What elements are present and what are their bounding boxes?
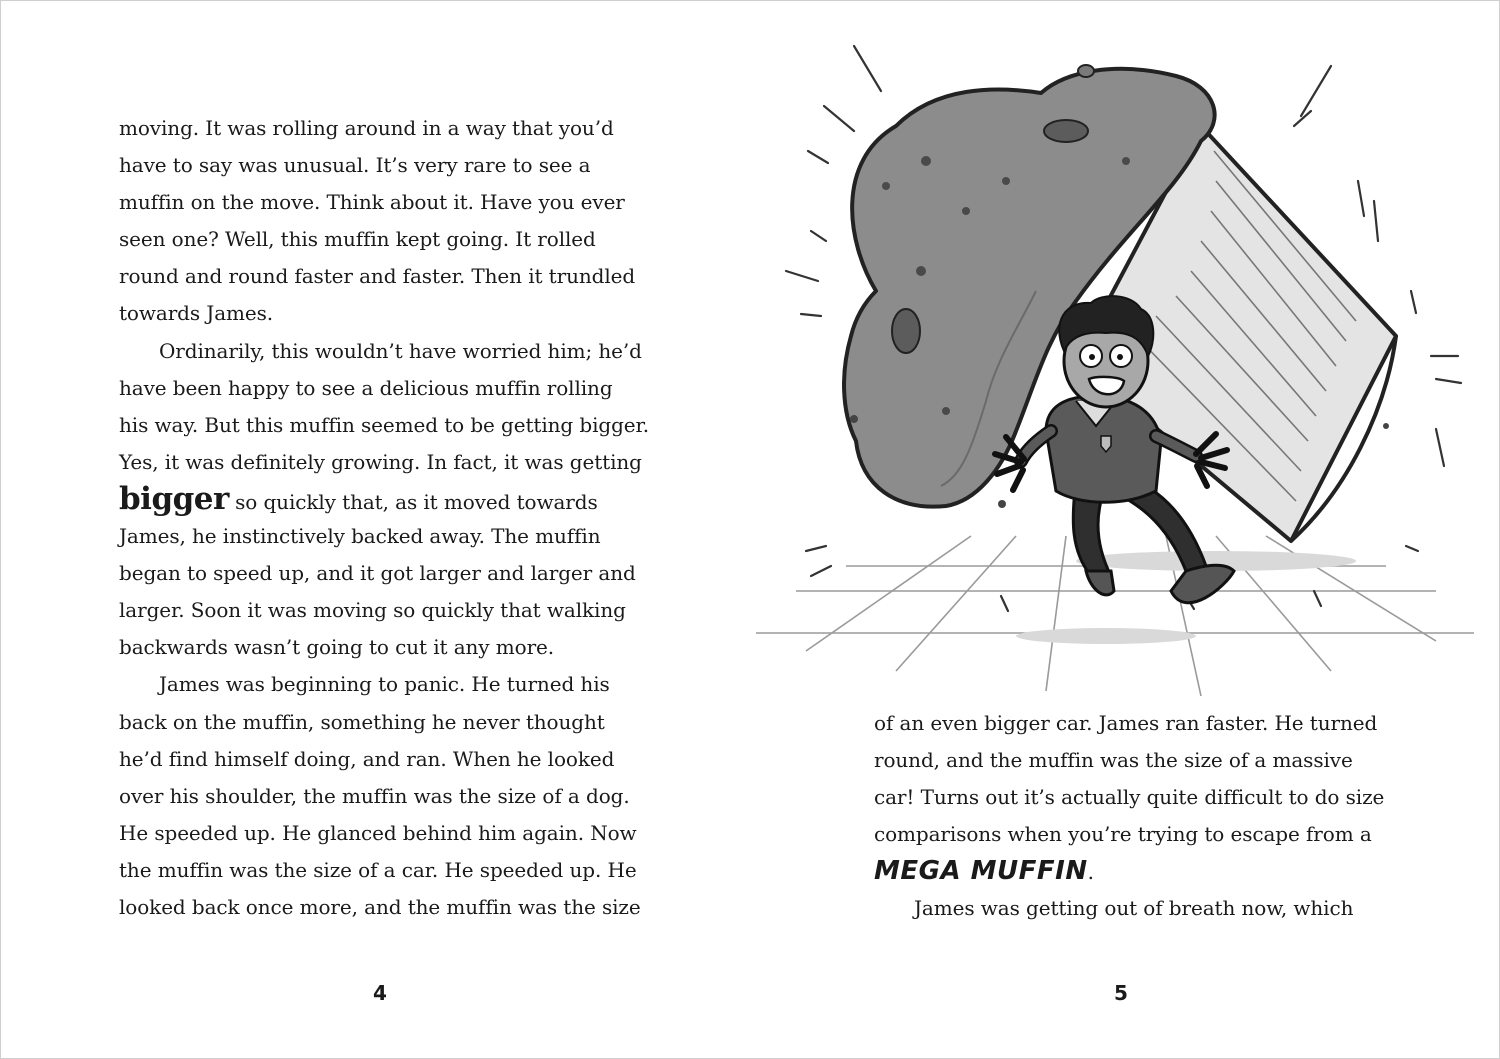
text-line: Ordinarily, this wouldn’t have worried him; he’d: [159, 338, 642, 363]
emphasis-mega-muffin: MEGA MUFFIN: [874, 856, 1088, 887]
text-line: seen one? Well, this muffin kept going. It rolled: [119, 227, 596, 252]
mega-muffin-illustration: [746, 31, 1486, 701]
text-line: of an even bigger car. James ran faster. He turned: [874, 711, 1378, 735]
text-line: his way. But this muffin seemed to be getting bigger.: [119, 412, 650, 437]
text-line: the muffin was the size of a car. He speeded up. He: [119, 857, 637, 882]
text-line: comparisons when you’re trying to escape from a: [874, 822, 1372, 847]
text-line: moving. It was rolling around in a way that you’d: [119, 116, 614, 140]
text-line: James was beginning to panic. He turned his: [159, 672, 610, 697]
text-line: he’d find himself doing, and ran. When he looked: [119, 746, 615, 771]
left-page-text: [119, 110, 649, 926]
text-line: larger. Soon it was moving so quickly that walking: [119, 598, 626, 623]
text-line: backwards wasn’t going to cut it any more.: [119, 635, 555, 660]
text-line: Yes, it was definitely growing. In fact, it was getting: [119, 449, 642, 474]
text-line: began to speed up, and it got larger and larger and: [119, 561, 636, 586]
text-line: round, and the muffin was the size of a massive: [874, 748, 1353, 773]
text-line: He speeded up. He glanced behind him again. Now: [119, 820, 637, 845]
right-page-text: [874, 705, 1384, 928]
text-line: round and round faster and faster. Then it trundled: [119, 264, 636, 289]
text-line-rest: .: [1087, 860, 1094, 885]
text-line: have to say was unusual. It’s very rare to see a: [119, 153, 591, 178]
text-line: [119, 481, 649, 518]
text-line: muffin on the move. Think about it. Have you ever: [119, 190, 625, 215]
text-line: have been happy to see a delicious muffin rolling: [119, 375, 613, 400]
text-line: looked back once more, and the muffin was the size: [119, 894, 641, 919]
text-line: towards James.: [119, 301, 274, 326]
text-line: James was getting out of breath now, which: [914, 896, 1354, 921]
emphasis-word-bigger: bigger: [119, 480, 229, 517]
text-line: back on the muffin, something he never thought: [119, 709, 605, 734]
page-number-left: 4: [373, 981, 387, 1005]
text-line: [874, 853, 1384, 890]
text-line-rest: so quickly that, as it moved towards: [228, 489, 598, 514]
page-number-right: 5: [1114, 981, 1128, 1005]
text-line: over his shoulder, the muffin was the size of a dog.: [119, 783, 630, 808]
text-line: car! Turns out it’s actually quite difficult to do size: [874, 785, 1385, 810]
text-line: James, he instinctively backed away. The muffin: [119, 524, 601, 549]
